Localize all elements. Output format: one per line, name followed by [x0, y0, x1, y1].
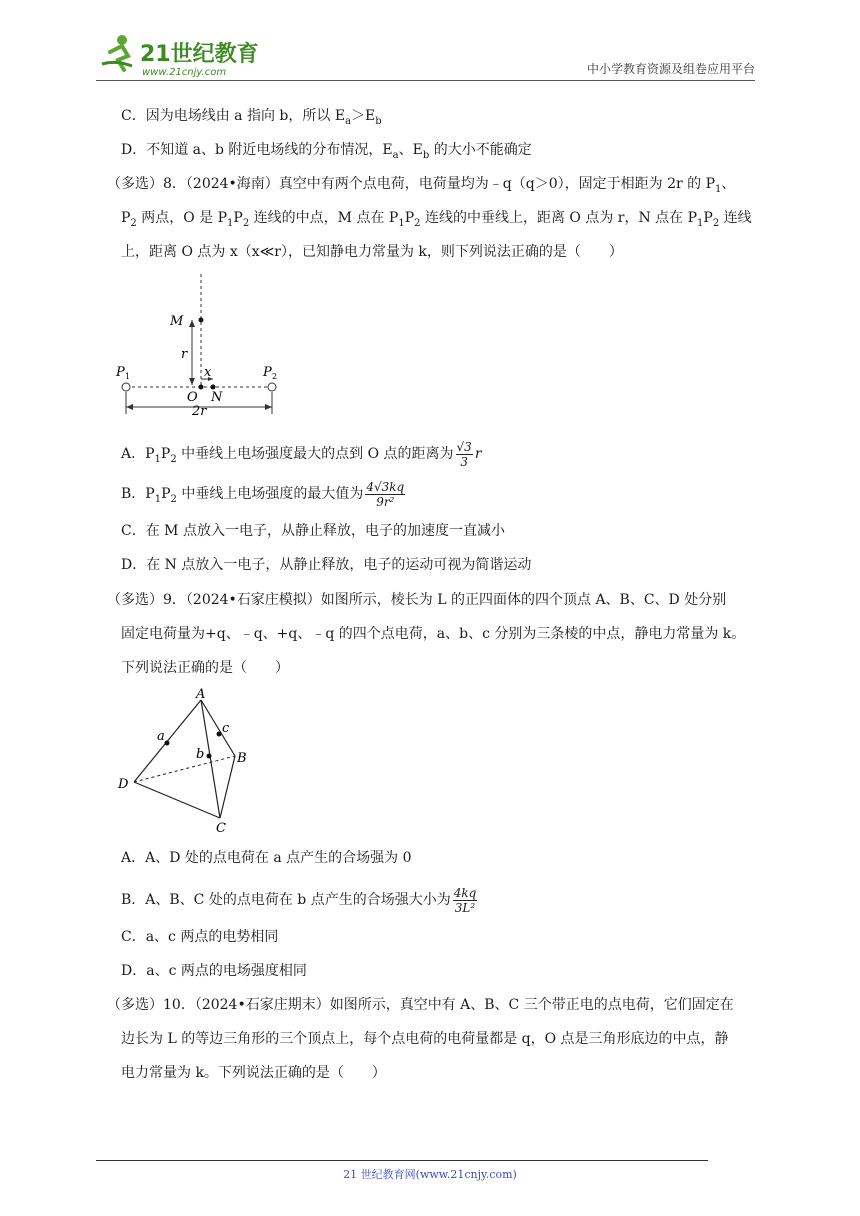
label-d-vertex: D	[118, 777, 129, 792]
q9-option-b-fraction: $\frac{4kq}{\text{3L²}}$	[453, 885, 477, 915]
platform-name: 中小学教育资源及组卷应用平台	[586, 62, 755, 76]
logo-text: 21世纪教育	[140, 42, 259, 67]
label-o: O	[187, 390, 198, 405]
prev-option-c: C．因为电场线由 a 指向 b，所以 $E_a>E_b$	[121, 108, 382, 127]
q9-stem-line3: 下列说法正确的是（ ）	[121, 660, 289, 676]
label-b-mid: b	[196, 747, 205, 762]
prev-option-d: D．不知道 a、b 附近电场线的分布情况，$E_a$、$E_b$ 的大小不能确定	[121, 142, 532, 161]
q8-option-a: A．$P_1P_2$ 中垂线上电场强度最大的点到 O 点的距离为 $\frac{√3}{3}$ r	[121, 439, 482, 469]
label-x: x	[204, 365, 212, 380]
q8-option-a-fraction: $\frac{√3}{3}$	[456, 439, 472, 469]
q8-stem-line1: （多选）8．（2024•海南）真空中有两个点电荷，电荷量均为﹣q（q＞0），固定于相距为 2r 的 $P_1$、	[107, 176, 736, 195]
label-2r: 2r	[192, 404, 207, 418]
q9-option-c: C．a、c 两点的电势相同	[121, 929, 279, 945]
label-b-vertex: B	[237, 751, 247, 766]
footer-link[interactable]: 21 世纪教育网(www.21cnjy.com)	[343, 1168, 517, 1181]
q9-figure	[112, 686, 262, 840]
label-m: M	[170, 314, 184, 329]
label-a-mid: a	[157, 729, 165, 744]
q10-stem-line2: 边长为 L 的等边三角形的三个顶点上，每个点电荷的电荷量都是 q，O 点是三角形底边的中点，静	[121, 1031, 729, 1047]
q8-stem-line3: 上，距离 O 点为 x（x≪r），已知静电力常量为 k，则下列说法正确的是（ ）	[121, 244, 623, 260]
label-p2-sub: 2	[272, 372, 278, 381]
label-p1: P	[116, 365, 125, 380]
q8-option-b-fraction: $\frac{4√3kq}{\text{9r²}}$	[366, 479, 405, 509]
q10-stem-line1: （多选）10．（2024•石家庄期末）如图所示，真空中有 A、B、C 三个带正电的点电荷，它们固定在	[107, 997, 734, 1013]
header-divider	[96, 80, 755, 81]
q9-option-a: A．A、D 处的点电荷在 a 点产生的合场强为 0	[121, 850, 412, 866]
q8-stem-line2: $P_2$ 两点，O 是 $P_1P_2$ 连线的中点，M 点在 $P_1P_2$ 连线的中垂线上，距离 O 点为 r，N 点在 $P_1P_2$ 连线	[121, 210, 752, 229]
logo	[96, 30, 266, 80]
q9-stem-line1: （多选）9．（2024•石家庄模拟）如图所示，棱长为 L 的正四面体的四个顶点 A、B、C、D 处分别	[107, 592, 727, 608]
label-p2: P	[263, 365, 272, 380]
footer-divider	[96, 1160, 708, 1161]
q8-option-b: B．$P_1P_2$ 中垂线上电场强度的最大值为 $\frac{4√3kq}{\text{9r²}}$	[121, 479, 405, 509]
label-a-vertex: A	[196, 687, 206, 702]
q8-option-c: C．在 M 点放入一电子，从静止释放，电子的加速度一直减小	[121, 523, 505, 539]
label-c-vertex: C	[216, 821, 226, 836]
q8-option-d: D．在 N 点放入一电子，从静止释放，电子的运动可视为简谐运动	[121, 557, 532, 573]
label-c-mid: c	[222, 721, 230, 736]
label-p1-sub: 1	[125, 372, 131, 381]
q9-option-b: B．A、B、C 处的点电荷在 b 点产生的合场强大小为 $\frac{4kq}{\text{3L²}}$	[121, 885, 477, 915]
q9-option-d: D．a、c 两点的电场强度相同	[121, 963, 307, 979]
label-n: N	[211, 390, 223, 405]
q10-stem-line3: 电力常量为 k。下列说法正确的是（ ）	[121, 1065, 386, 1081]
q9-stem-line2: 固定电荷量为+q、﹣q、+q、﹣q 的四个点电荷，a、b、c 分别为三条棱的中点，静电力常量为 k。	[121, 626, 746, 642]
label-r: r	[181, 347, 188, 362]
q8-figure	[112, 268, 292, 422]
logo-url: www.21cnjy.com	[142, 67, 227, 78]
